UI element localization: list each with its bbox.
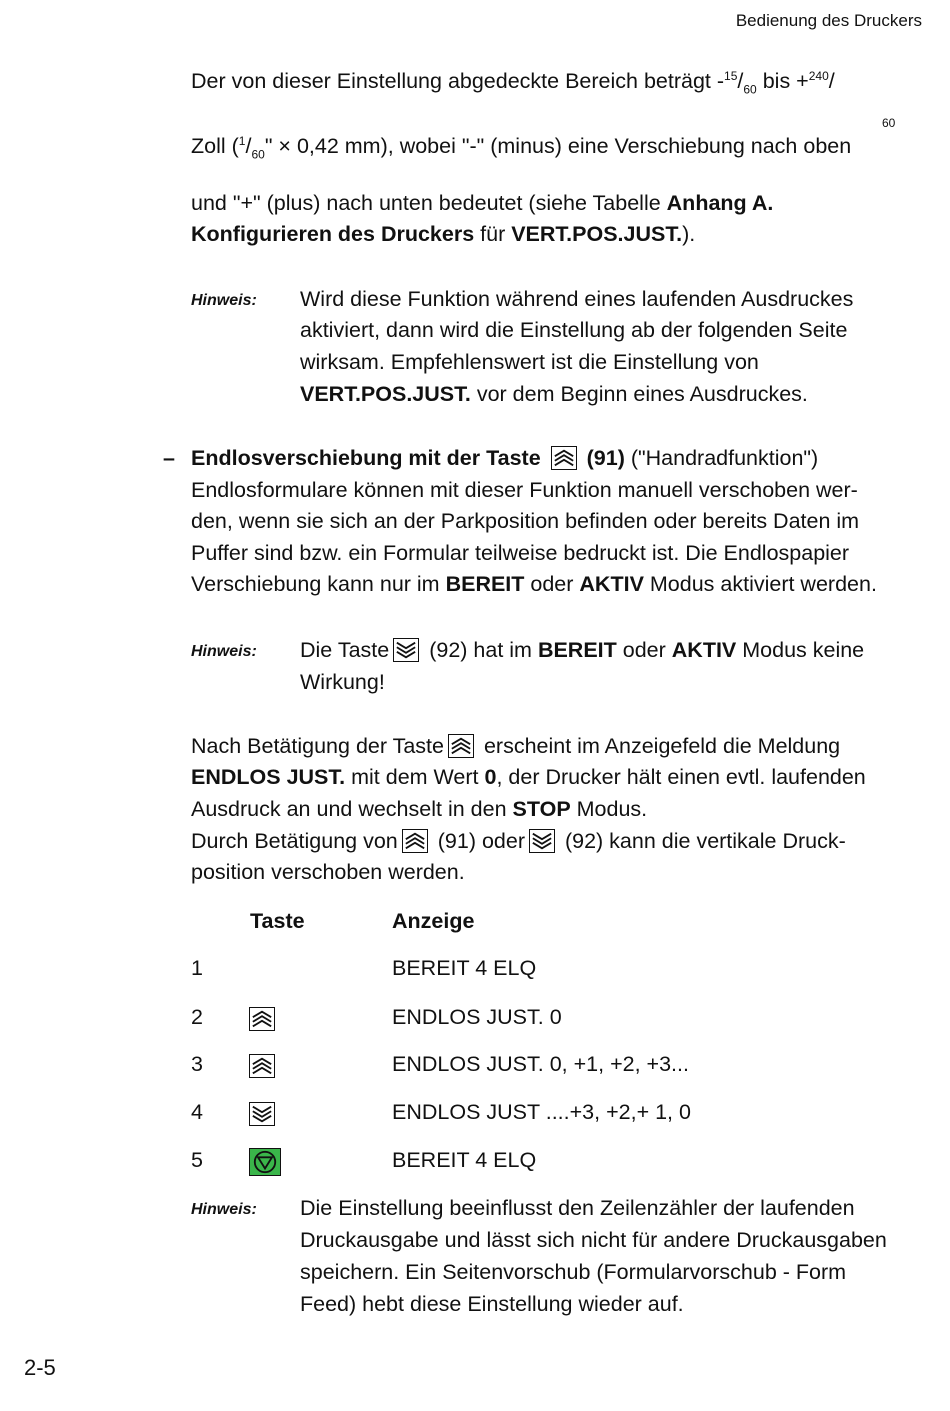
note1-line1: Wird diese Funktion während eines laufenden Ausdruckes — [300, 287, 854, 311]
text: / — [737, 69, 744, 93]
section-line4: Puffer sind bzw. ein Formular teilweise bedruckt ist. Die Endlospapier — [191, 541, 850, 565]
bold-text: Anhang A. — [666, 191, 774, 215]
note1-label: Hinweis: — [191, 292, 257, 309]
section-title-line — [191, 443, 818, 475]
table-row-display: BEREIT 4 ELQ — [392, 956, 537, 980]
up-key-icon — [448, 734, 474, 758]
up-key-icon — [249, 1054, 275, 1078]
text: / — [245, 134, 252, 158]
table-row-num: 1 — [191, 956, 203, 980]
text: Die Taste — [300, 638, 390, 662]
note3-line1: Die Einstellung beeinflusst den Zeilenzähler der laufenden — [300, 1196, 855, 1220]
table-row-num: 3 — [191, 1052, 203, 1076]
text: (92) kann die vertikale Druck- — [559, 829, 846, 853]
text: bis + — [756, 69, 809, 93]
page-number: 2-5 — [24, 1355, 56, 1380]
text: Modus. — [570, 797, 648, 821]
note3-line4: Feed) hebt diese Einstellung wieder auf. — [300, 1292, 684, 1316]
superscript: 15 — [724, 68, 738, 83]
bold-text: 0 — [484, 765, 497, 789]
section-line2: Endlosformulare können mit dieser Funktion manuell verschoben wer- — [191, 478, 858, 502]
text: Modus aktiviert werden. — [643, 572, 877, 596]
key-number: (91) — [586, 446, 625, 470]
para1-line1 — [191, 66, 835, 98]
bold-text: STOP — [512, 797, 571, 821]
note3-line3: speichern. Ein Seitenvorschub (Formularvorschub - Form — [300, 1260, 847, 1284]
text: Der von dieser Einstellung abgedeckte Bereich beträgt - — [191, 69, 725, 93]
note2-line1 — [300, 635, 864, 667]
table-row-display: BEREIT 4 ELQ — [392, 1148, 537, 1172]
text: vor dem Beginn eines Ausdruckes. — [470, 382, 808, 406]
text: (91) oder — [431, 829, 525, 853]
para1-line4 — [191, 219, 695, 251]
para2-line2 — [191, 762, 866, 794]
para1-denominator: 60 — [882, 116, 896, 130]
up-key-icon — [402, 829, 428, 853]
section-line3: den, wenn sie sich an der Parkposition befinden oder bereits Daten im — [191, 509, 860, 533]
bold-text: VERT.POS.JUST. — [300, 382, 471, 406]
subscript: 60 — [251, 147, 265, 162]
bold-text: Konfigurieren des Druckers — [191, 222, 475, 246]
section-line5 — [191, 569, 877, 601]
note3-line2: Druckausgabe und lässt sich nicht für andere Druckausgaben — [300, 1228, 887, 1252]
text: erscheint im Anzeigefeld die Meldung — [478, 734, 841, 758]
bold-text: VERT.POS.JUST. — [511, 222, 683, 246]
text: mit dem Wert — [345, 765, 485, 789]
table-header-display: Anzeige — [392, 909, 475, 933]
table-row-num: 4 — [191, 1100, 203, 1124]
para1-line3 — [191, 188, 773, 220]
text: (92) hat im — [423, 638, 538, 662]
superscript: 240 — [808, 68, 829, 83]
text: Zoll ( — [191, 134, 239, 158]
superscript: 1 — [238, 133, 246, 148]
text: ("Handradfunktion") — [624, 446, 819, 470]
note1-line3: wirksam. Empfehlenswert ist die Einstellung von — [300, 350, 759, 374]
table-row-num: 5 — [191, 1148, 203, 1172]
text: / — [828, 69, 835, 93]
text: " × 0,42 mm), wobei "-" (minus) eine Verschiebung nach oben — [264, 134, 852, 158]
up-key-icon — [551, 446, 577, 470]
note2-label: Hinweis: — [191, 643, 257, 660]
note3-label: Hinweis: — [191, 1201, 257, 1218]
text: Verschiebung kann nur im — [191, 572, 446, 596]
section-dash: – — [163, 446, 175, 470]
para2-line3 — [191, 794, 647, 826]
section-title: Endlosverschiebung mit der Taste — [191, 446, 541, 470]
table-row-display: ENDLOS JUST. 0, +1, +2, +3... — [392, 1052, 689, 1076]
text: für — [474, 222, 512, 246]
down-key-icon — [529, 829, 555, 853]
para2-line5: position verschoben werden. — [191, 860, 465, 884]
text: oder — [616, 638, 672, 662]
para2-line1 — [191, 731, 840, 763]
table-row-display: ENDLOS JUST ....+3, +2,+ 1, 0 — [392, 1100, 691, 1124]
note1-line4 — [300, 379, 808, 411]
table-row-display: ENDLOS JUST. 0 — [392, 1005, 562, 1029]
bold-text: ENDLOS JUST. — [191, 765, 346, 789]
note2-line2: Wirkung! — [300, 670, 385, 694]
text: oder — [524, 572, 580, 596]
table-header-key: Taste — [250, 909, 305, 933]
text: Modus keine — [736, 638, 865, 662]
bold-text: AKTIV — [671, 638, 737, 662]
bold-text: BEREIT — [537, 638, 617, 662]
text: Ausdruck an und wechselt in den — [191, 797, 513, 821]
note1-line2: aktiviert, dann wird die Einstellung ab der folgenden Seite — [300, 318, 848, 342]
para2-line4 — [191, 826, 846, 858]
para1-line2 — [191, 131, 851, 163]
page-header: Bedienung des Druckers — [735, 11, 922, 30]
text: ). — [682, 222, 696, 246]
text: und "+" (plus) nach unten bedeutet (siehe Tabelle — [191, 191, 667, 215]
bold-text: AKTIV — [579, 572, 644, 596]
stop-key-icon — [249, 1148, 281, 1176]
table-row-num: 2 — [191, 1005, 203, 1029]
subscript: 60 — [743, 82, 757, 97]
down-key-icon — [249, 1102, 275, 1126]
text: , der Drucker hält einen evtl. laufenden — [496, 765, 866, 789]
down-key-icon — [393, 638, 419, 662]
text: Nach Betätigung der Taste — [191, 734, 444, 758]
up-key-icon — [249, 1007, 275, 1031]
bold-text: BEREIT — [445, 572, 525, 596]
text: Durch Betätigung von — [191, 829, 398, 853]
